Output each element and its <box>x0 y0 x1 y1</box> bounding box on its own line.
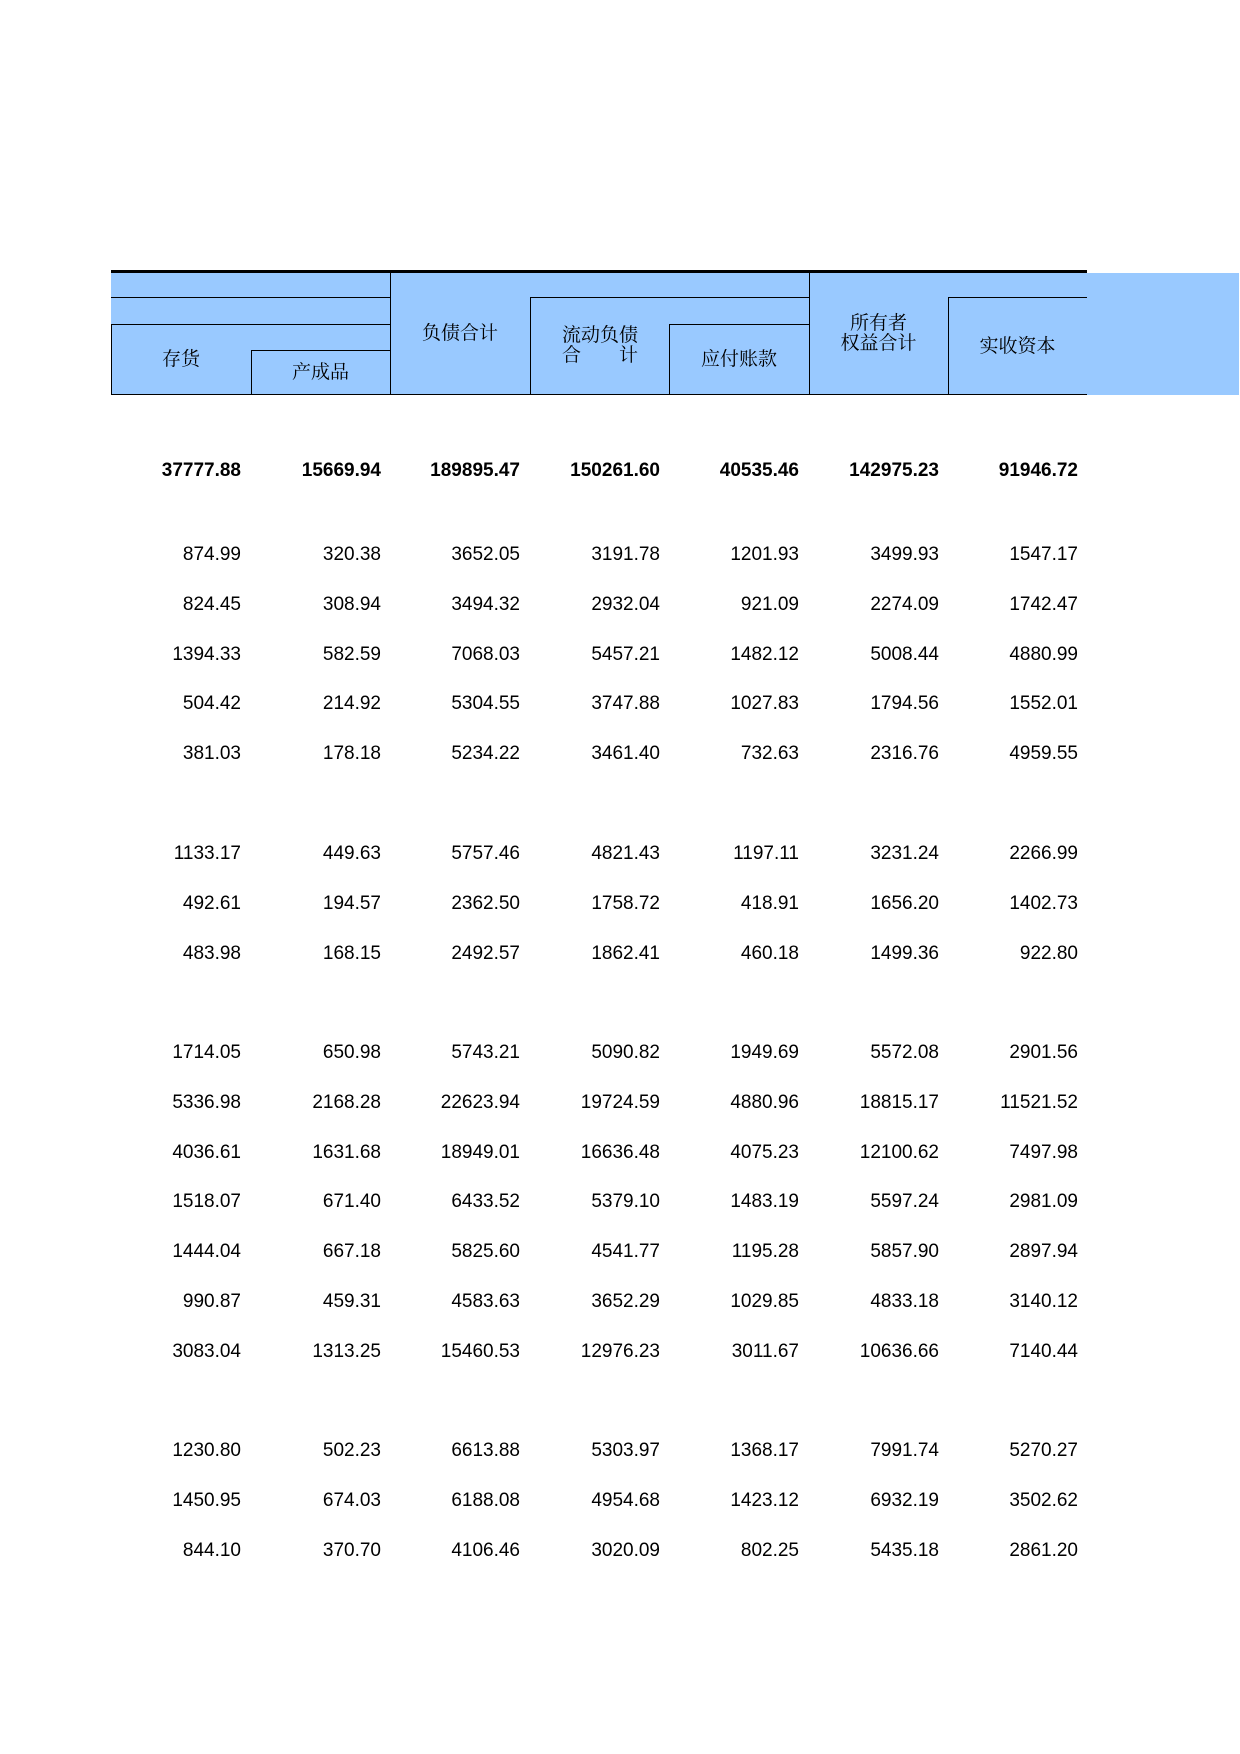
table-cell: 5234.22 <box>451 743 520 765</box>
table-row <box>111 1088 1087 1118</box>
header-accounts-payable: 应付账款 <box>700 348 777 370</box>
table-cell: 320.38 <box>322 544 381 565</box>
table-cell: 650.98 <box>322 1042 381 1063</box>
table-cell: 5270.27 <box>1009 1440 1078 1461</box>
table-cell: 91946.72 <box>998 460 1078 481</box>
table-cell: 15460.53 <box>440 1340 520 1362</box>
table-row <box>111 1436 1087 1466</box>
table-cell: 6932.19 <box>870 1489 939 1511</box>
header-rule-2 <box>530 297 809 298</box>
table-cell: 2897.94 <box>1009 1241 1078 1263</box>
table-cell: 3191.78 <box>591 544 660 565</box>
table-cell: 1402.73 <box>1009 892 1078 914</box>
table-cell: 5008.44 <box>870 643 939 665</box>
header-finished-goods: 产成品 <box>291 361 349 383</box>
table-cell: 214.92 <box>322 693 381 715</box>
table-cell: 178.18 <box>322 743 381 765</box>
table-cell: 4833.18 <box>870 1291 939 1312</box>
table-cell: 7068.03 <box>451 643 520 665</box>
table-cell: 2492.57 <box>451 942 520 964</box>
table-cell: 189895.47 <box>430 460 520 481</box>
table-cell: 3011.67 <box>731 1340 799 1362</box>
table-cell: 2981.09 <box>1009 1191 1078 1213</box>
table-cell: 2266.99 <box>1009 843 1078 864</box>
table-cell: 1133.17 <box>173 843 241 864</box>
table-cell: 11521.52 <box>1000 1091 1078 1113</box>
table-cell: 4541.77 <box>591 1241 660 1263</box>
table-cell: 4821.43 <box>591 843 660 864</box>
table-row-total <box>111 456 1087 486</box>
table-cell: 1547.17 <box>1009 544 1078 565</box>
table-cell: 142975.23 <box>849 460 939 481</box>
table-cell: 844.10 <box>182 1539 241 1561</box>
table-cell: 4954.68 <box>591 1489 660 1511</box>
table-row <box>111 1187 1087 1217</box>
table-cell: 1313.25 <box>312 1340 381 1362</box>
table-cell: 15669.94 <box>301 460 381 481</box>
table-cell: 308.94 <box>322 593 381 615</box>
table-cell: 6433.52 <box>451 1191 520 1213</box>
table-cell: 1423.12 <box>730 1489 799 1511</box>
header-owners-equity-line2: 权益合计 <box>840 332 917 354</box>
table-cell: 1482.12 <box>730 643 799 665</box>
header-owners-equity-line1: 所有者 <box>849 312 907 334</box>
header-owners-equity <box>809 311 948 355</box>
table-row <box>111 1486 1087 1516</box>
table-cell: 5825.60 <box>451 1241 520 1263</box>
table-row <box>111 689 1087 719</box>
table-cell: 1230.80 <box>172 1440 241 1461</box>
table-cell: 16636.48 <box>580 1141 660 1163</box>
table-cell: 5743.21 <box>451 1042 520 1063</box>
table-cell: 1794.56 <box>870 693 939 715</box>
table-row <box>111 1138 1087 1168</box>
table-cell: 824.45 <box>182 593 241 615</box>
table-row <box>111 1536 1087 1566</box>
table-cell: 2168.28 <box>312 1091 381 1113</box>
table-cell: 12976.23 <box>580 1340 660 1362</box>
table-cell: 2362.50 <box>451 892 520 914</box>
table-cell: 922.80 <box>1019 942 1078 964</box>
table-cell: 4583.63 <box>451 1291 520 1312</box>
table-cell: 492.61 <box>182 892 241 914</box>
table-cell: 5336.98 <box>172 1091 241 1113</box>
table-row <box>111 1038 1087 1068</box>
table-cell: 1742.47 <box>1009 593 1078 615</box>
header-overflow-fill <box>1089 273 1239 395</box>
table-cell: 3083.04 <box>172 1340 241 1362</box>
table-cell: 2316.76 <box>870 743 939 765</box>
table-cell: 1027.83 <box>730 693 799 715</box>
table-cell: 18949.01 <box>440 1141 520 1163</box>
table-cell: 732.63 <box>740 743 799 765</box>
table-cell: 990.87 <box>182 1291 241 1312</box>
table-cell: 4959.55 <box>1009 743 1078 765</box>
table-cell: 37777.88 <box>161 460 241 481</box>
table-row <box>111 540 1087 570</box>
header-inventory: 存货 <box>161 348 200 370</box>
table-cell: 194.57 <box>322 892 381 914</box>
table-cell: 1029.85 <box>730 1291 799 1312</box>
header-rule-3 <box>948 297 1087 298</box>
table-cell: 5303.97 <box>591 1440 660 1461</box>
table-cell: 449.63 <box>322 843 381 864</box>
table-cell: 460.18 <box>740 942 799 964</box>
table-cell: 1394.33 <box>172 643 241 665</box>
table-cell: 5304.55 <box>451 693 520 715</box>
table-cell: 1518.07 <box>172 1191 241 1213</box>
table-cell: 3652.29 <box>591 1291 660 1312</box>
table-cell: 3461.40 <box>591 743 660 765</box>
table-cell: 6188.08 <box>451 1489 520 1511</box>
table-cell: 3494.32 <box>451 593 520 615</box>
table-cell: 1949.69 <box>730 1042 799 1063</box>
table-row <box>111 1237 1087 1267</box>
table-cell: 2274.09 <box>870 593 939 615</box>
table-cell: 7991.74 <box>870 1440 939 1461</box>
header-rule-1 <box>111 297 390 298</box>
table-cell: 5857.90 <box>870 1241 939 1263</box>
header-top-rule <box>111 270 1087 273</box>
table-cell: 1758.72 <box>591 892 660 914</box>
table-cell: 19724.59 <box>580 1091 660 1113</box>
table-cell: 22623.94 <box>440 1091 520 1113</box>
table-row <box>111 590 1087 620</box>
table-cell: 483.98 <box>182 942 241 964</box>
table-cell: 4880.96 <box>730 1091 799 1113</box>
table-cell: 40535.46 <box>719 460 799 481</box>
table-cell: 150261.60 <box>570 460 660 481</box>
header-current-liabilities-line2: 合 计 <box>561 344 638 366</box>
table-cell: 671.40 <box>322 1191 381 1213</box>
table-cell: 7140.44 <box>1009 1340 1078 1362</box>
table-cell: 1499.36 <box>870 942 939 964</box>
table-cell: 1862.41 <box>591 942 660 964</box>
table-cell: 10636.66 <box>859 1340 939 1362</box>
table-cell: 168.15 <box>322 942 381 964</box>
table-cell: 6613.88 <box>451 1440 520 1461</box>
table-cell: 12100.62 <box>859 1141 939 1163</box>
table-cell: 1197.11 <box>733 843 799 864</box>
table-cell: 1714.05 <box>172 1042 241 1063</box>
table-cell: 5379.10 <box>591 1191 660 1213</box>
table-cell: 3502.62 <box>1009 1489 1078 1511</box>
table-cell: 5572.08 <box>870 1042 939 1063</box>
table-cell: 5597.24 <box>870 1191 939 1213</box>
header-rule-4 <box>111 324 390 325</box>
table-cell: 370.70 <box>322 1539 381 1561</box>
table-cell: 1450.95 <box>172 1489 241 1511</box>
table-cell: 2932.04 <box>591 593 660 615</box>
header-current-liabilities <box>530 323 670 367</box>
table-cell: 459.31 <box>322 1291 381 1312</box>
table-cell: 1552.01 <box>1009 693 1078 715</box>
table-cell: 502.23 <box>322 1440 381 1461</box>
table-cell: 1656.20 <box>870 892 939 914</box>
table-cell: 874.99 <box>182 544 241 565</box>
header-rule-6 <box>251 350 390 351</box>
table-cell: 504.42 <box>182 693 241 715</box>
table-cell: 5457.21 <box>591 643 660 665</box>
table-cell: 418.91 <box>740 892 799 914</box>
header-current-liabilities-line1: 流动负债 <box>561 324 638 346</box>
table-cell: 921.09 <box>740 593 799 615</box>
table-cell: 381.03 <box>182 743 241 765</box>
table-row <box>111 1337 1087 1367</box>
table-cell: 3747.88 <box>591 693 660 715</box>
table-row <box>111 839 1087 869</box>
table-cell: 674.03 <box>322 1489 381 1511</box>
table-cell: 1444.04 <box>172 1241 241 1263</box>
table-cell: 2861.20 <box>1009 1539 1078 1561</box>
table-cell: 667.18 <box>322 1241 381 1263</box>
header-total-liabilities: 负债合计 <box>421 322 498 344</box>
table-cell: 3231.24 <box>870 843 939 864</box>
header-bottom-rule <box>111 394 1087 395</box>
table-cell: 18815.17 <box>859 1091 939 1113</box>
table-cell: 3499.93 <box>870 544 939 565</box>
table-cell: 802.25 <box>740 1539 799 1561</box>
table-cell: 3652.05 <box>451 544 520 565</box>
table-cell: 5090.82 <box>591 1042 660 1063</box>
table-cell: 5435.18 <box>870 1539 939 1561</box>
table-cell: 4075.23 <box>730 1141 799 1163</box>
table-cell: 5757.46 <box>451 843 520 864</box>
table-cell: 1368.17 <box>730 1440 799 1461</box>
table-cell: 3140.12 <box>1009 1291 1078 1312</box>
header-paid-in-capital: 实收资本 <box>979 335 1056 357</box>
table-cell: 4106.46 <box>451 1539 520 1561</box>
table-row <box>111 739 1087 769</box>
table-cell: 582.59 <box>322 643 381 665</box>
table-row <box>111 889 1087 919</box>
table-row <box>111 939 1087 969</box>
table-cell: 1201.93 <box>730 544 799 565</box>
table-row <box>111 1287 1087 1317</box>
table-cell: 1195.28 <box>731 1241 799 1263</box>
header-rule-5 <box>669 324 809 325</box>
table-cell: 4880.99 <box>1009 643 1078 665</box>
table-cell: 2901.56 <box>1009 1042 1078 1063</box>
table-cell: 1631.68 <box>312 1141 381 1163</box>
table-cell: 4036.61 <box>172 1141 241 1163</box>
table-cell: 7497.98 <box>1009 1141 1078 1163</box>
table-cell: 3020.09 <box>591 1539 660 1561</box>
table-row <box>111 640 1087 670</box>
table-cell: 1483.19 <box>730 1191 799 1213</box>
